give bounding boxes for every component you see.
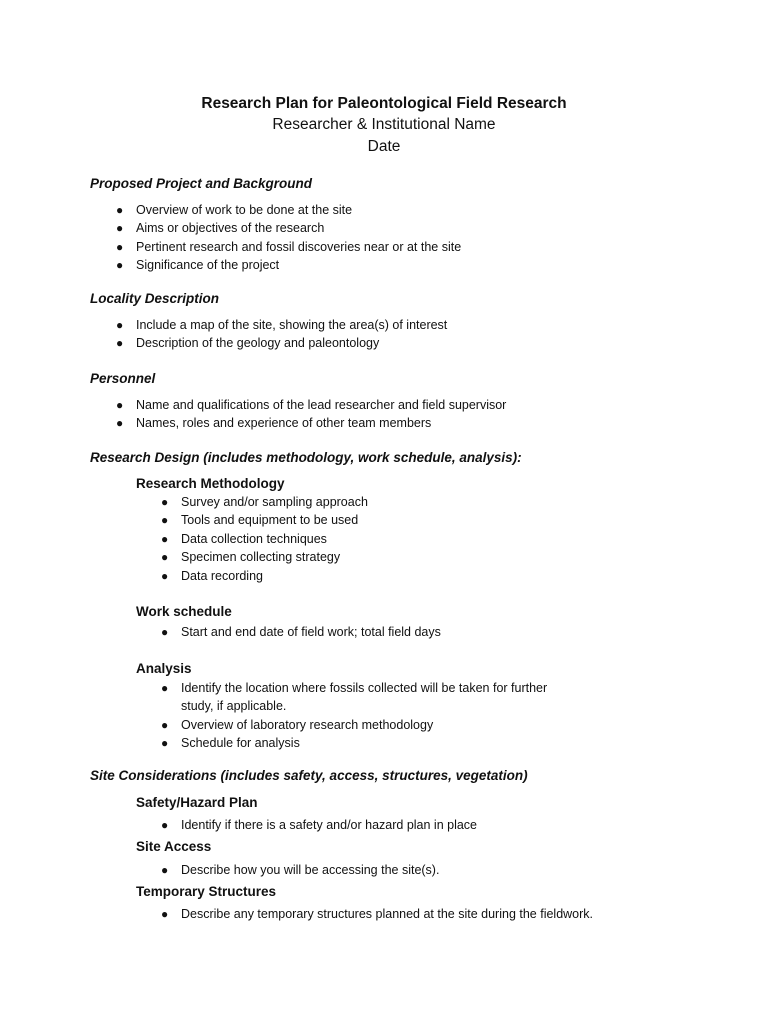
section-heading-site: Site Considerations (includes safety, access, structures, vegetation) [90, 768, 528, 783]
list-item: ● Names, roles and experience of other team members [136, 414, 696, 432]
bullet-icon: ● [161, 681, 169, 695]
list-item: ● Name and qualifications of the lead researcher and field supervisor [136, 396, 696, 414]
list-item: ● Pertinent research and fossil discoveries near or at the site [136, 238, 696, 256]
list-item: ● Description of the geology and paleontology [136, 334, 696, 352]
subheading-methodology: Research Methodology [136, 476, 285, 491]
structures-bullet-list [161, 905, 601, 923]
personnel-bullet-list [116, 396, 696, 433]
bullet-icon: ● [161, 818, 169, 832]
bullet-icon: ● [161, 531, 169, 546]
bullet-icon: ● [116, 203, 124, 217]
list-item: ● Overview of work to be done at the site [136, 201, 696, 219]
bullet-icon: ● [116, 239, 124, 254]
bullet-icon: ● [116, 318, 124, 332]
bullet-icon: ● [116, 221, 124, 236]
list-item: ● Identify if there is a safety and/or hazard plan in place [181, 816, 601, 834]
list-item: ● Aims or objectives of the research [136, 219, 696, 237]
subheading-analysis: Analysis [136, 661, 192, 676]
subheading-work-schedule: Work schedule [136, 604, 232, 619]
locality-bullet-list [116, 316, 696, 353]
document-subtitle: Researcher & Institutional Name [272, 116, 496, 133]
safety-bullet-list [161, 816, 601, 834]
section-heading-proposed: Proposed Project and Background [90, 176, 313, 191]
document-header [0, 94, 768, 158]
bullet-icon: ● [161, 736, 169, 751]
bullet-icon: ● [116, 258, 124, 273]
list-item: ● Specimen collecting strategy [181, 548, 601, 566]
section-heading-locality: Locality Description [90, 291, 220, 306]
list-item: ● Survey and/or sampling approach [181, 493, 601, 511]
bullet-icon: ● [116, 416, 124, 431]
list-item: ● Data recording [181, 567, 601, 585]
analysis-bullet-list [161, 679, 601, 753]
bullet-icon: ● [161, 550, 169, 565]
list-item: ● Identify the location where fossils collected will be taken for further study, if applicable. [161, 681, 548, 714]
bullet-icon: ● [161, 625, 169, 639]
document-date: Date [367, 138, 401, 155]
subheading-site-access: Site Access [136, 839, 212, 854]
list-item: ● Overview of laboratory research methodology [181, 716, 601, 734]
list-item: ● Significance of the project [136, 256, 696, 274]
section-heading-design: Research Design (includes methodology, work schedule, analysis): [90, 450, 522, 465]
list-item: ● Schedule for analysis [181, 734, 601, 752]
schedule-bullet-list [161, 623, 601, 641]
bullet-icon: ● [116, 336, 124, 351]
list-item: ● Data collection techniques [181, 530, 601, 548]
bullet-icon: ● [161, 495, 169, 509]
list-item: ● Describe any temporary structures planned at the site during the fieldwork. [181, 905, 601, 923]
bullet-icon: ● [161, 863, 169, 877]
subheading-safety: Safety/Hazard Plan [136, 795, 258, 810]
access-bullet-list [161, 861, 601, 879]
list-item: ● Start and end date of field work; total field days [181, 623, 601, 641]
methodology-bullet-list [161, 493, 601, 585]
proposed-bullet-list [116, 201, 696, 275]
section-heading-personnel: Personnel [90, 371, 156, 386]
bullet-icon: ● [161, 717, 169, 732]
bullet-icon: ● [161, 907, 169, 921]
bullet-icon: ● [116, 398, 124, 412]
bullet-icon: ● [161, 513, 169, 528]
document-title: Research Plan for Paleontological Field Research [201, 95, 567, 112]
bullet-icon: ● [161, 568, 169, 583]
list-item: ● Describe how you will be accessing the site(s). [181, 861, 601, 879]
list-item: ● Tools and equipment to be used [181, 511, 601, 529]
subheading-temporary-structures: Temporary Structures [136, 884, 277, 899]
list-item: ● Include a map of the site, showing the area(s) of interest [136, 316, 696, 334]
